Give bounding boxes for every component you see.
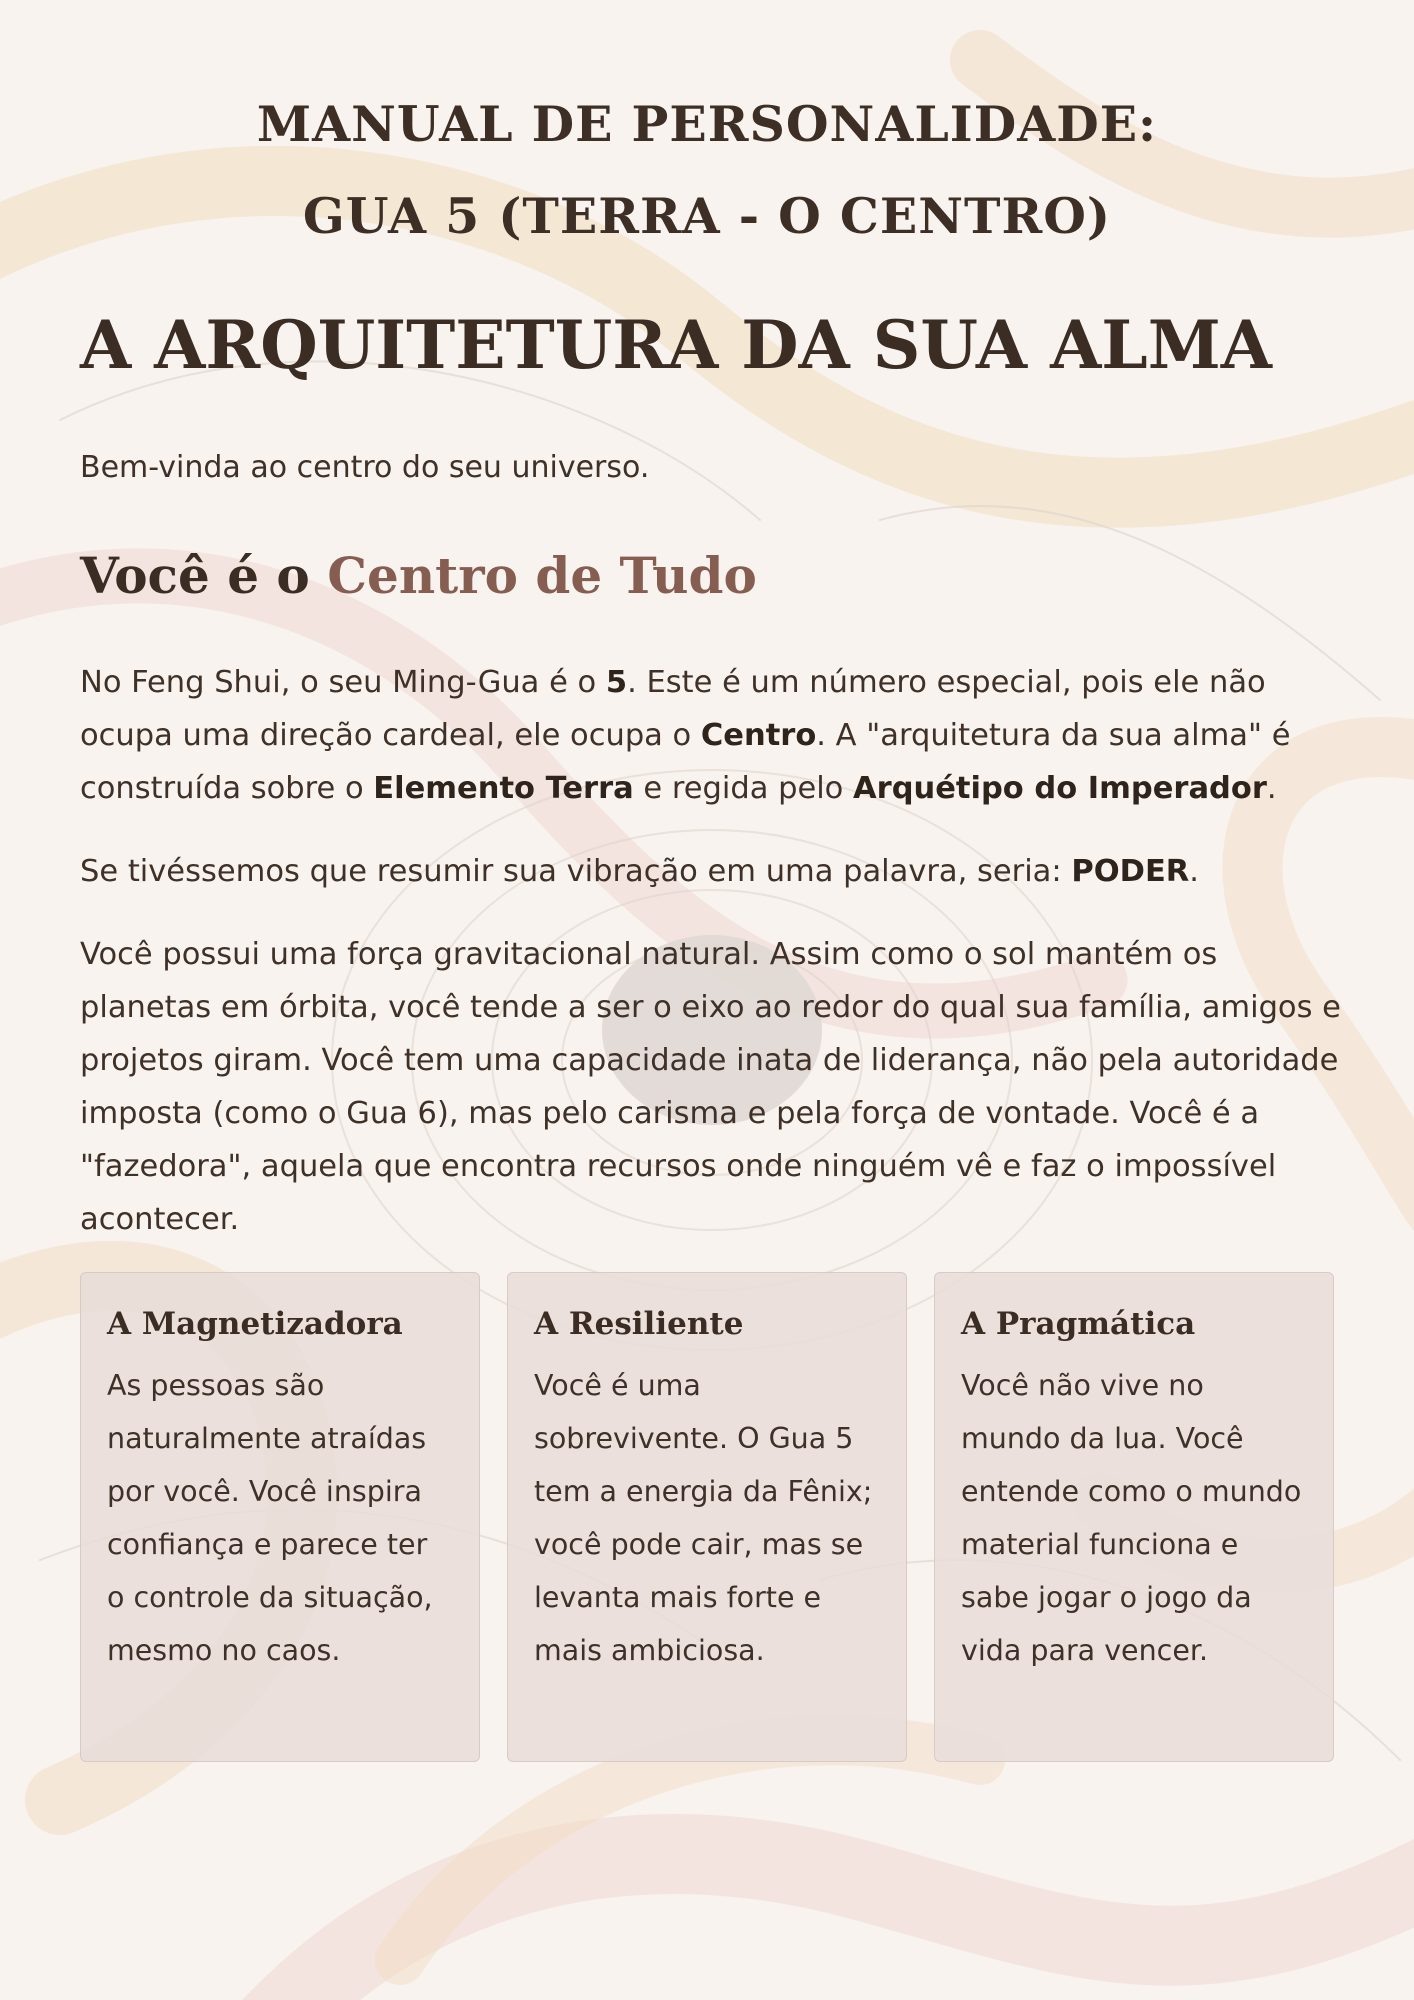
- section-title-plain: Você é o: [80, 546, 310, 605]
- paragraph-1: [80, 656, 1342, 815]
- card-text: As pessoas são naturalmente atraídas por você. Você inspira confiança e parece ter o controle da situação, mesmo no caos.: [107, 1369, 433, 1667]
- trait-card-magnetizadora: [80, 1272, 480, 1762]
- card-title: A Resiliente: [534, 1306, 744, 1342]
- card-title: A Magnetizadora: [107, 1306, 403, 1342]
- card-text: Você é uma sobrevivente. O Gua 5 tem a energia da Fênix; você pode cair, mas se levanta mais forte e mais ambiciosa.: [534, 1369, 873, 1667]
- paragraph-1-text: . Este é um número especial, pois ele não ocupa uma direção cardeal, ele ocupa o: [80, 665, 1266, 753]
- section-title-accent: Centro de Tudo: [327, 546, 757, 605]
- trait-card-pragmatica: [934, 1272, 1334, 1762]
- paragraph-2-bold: PODER: [1071, 854, 1190, 889]
- body-paragraphs: [80, 656, 1342, 1276]
- paragraph-1-text: No Feng Shui, o seu Ming-Gua é o: [80, 665, 606, 700]
- paragraph-2-text: Se tivéssemos que resumir sua vibração em uma palavra, seria:: [80, 854, 1072, 889]
- header-line-1: MANUAL DE PERSONALIDADE:: [256, 95, 1158, 153]
- paragraph-1-text: . A "arquitetura da sua alma" é construída sobre o: [80, 718, 1291, 806]
- paragraph-1-bold: 5: [605, 665, 628, 700]
- paragraph-2-text: .: [1189, 854, 1199, 889]
- header-line-2: GUA 5 (TERRA - O CENTRO): [302, 187, 1112, 245]
- paragraph-1-bold: Arquétipo do Imperador: [853, 771, 1267, 806]
- paragraph-1-text: .: [1266, 771, 1277, 806]
- card-text: Você não vive no mundo da lua. Você entende como o mundo material funciona e sabe jogar o jogo da vida para vencer.: [961, 1369, 1302, 1667]
- paragraph-2: [80, 845, 1342, 898]
- trait-cards: [80, 1272, 1334, 1762]
- document-header: [80, 78, 1334, 262]
- card-title: A Pragmática: [961, 1306, 1196, 1342]
- main-title: A ARQUITETURA DA SUA ALMA: [80, 306, 1272, 384]
- section-title: [80, 540, 757, 612]
- trait-card-resiliente: [507, 1272, 907, 1762]
- paragraph-1-bold: Centro: [700, 718, 817, 753]
- paragraph-3: Você possui uma força gravitacional natural. Assim como o sol mantém os planetas em órbita, você tende a ser o eixo ao redor do qual sua família, amigos e projetos giram. Você tem uma capacidade inata de liderança, não pela autoridade imposta (como o Gua 6), mas pelo carisma e pela força de vontade. Você é a "fazedora", aquela que encontra recursos onde ninguém vê e faz o impossível acontecer.: [80, 937, 1341, 1237]
- paragraph-1-text: e regida pelo: [633, 771, 854, 806]
- paragraph-1-bold: Elemento Terra: [373, 771, 634, 806]
- welcome-text: Bem-vinda ao centro do seu universo.: [80, 450, 650, 485]
